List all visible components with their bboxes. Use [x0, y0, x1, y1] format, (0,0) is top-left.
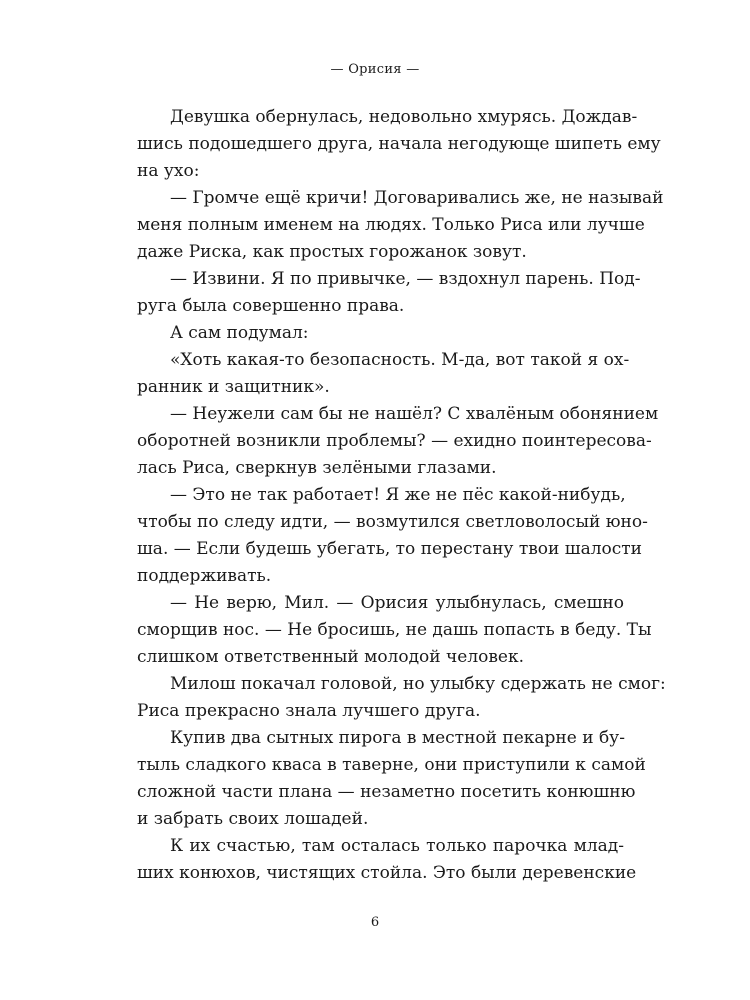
- text-line: лась Риса, сверкнув зелёными глазами.: [137, 458, 497, 478]
- text-line: Риса прекрасно знала лучшего друга.: [137, 701, 481, 721]
- text-line: на ухо:: [137, 161, 200, 181]
- text-line: Милош покачал головой, но улыбку сдержать не смог:: [170, 674, 666, 694]
- text-line: слишком ответственный молодой человек.: [137, 647, 525, 667]
- text-line: — Громче ещё кричи! Договаривались же, не называй: [170, 188, 664, 208]
- page-number: 6: [370, 915, 380, 930]
- text-line: и забрать своих лошадей.: [137, 809, 369, 829]
- text-line: сложной части плана — незаметно посетить конюшню: [137, 782, 636, 802]
- text-line: «Хоть какая-то безопасность. М-да, вот такой я ох-: [170, 350, 630, 370]
- text-line: Девушка обернулась, недовольно хмурясь. Дождав-: [170, 107, 638, 127]
- running-title: — Орисия —: [330, 62, 420, 77]
- text-line: поддерживать.: [137, 566, 272, 586]
- text-line: чтобы по следу идти, — возмутился светловолосый юно-: [137, 512, 648, 532]
- text-line: меня полным именем на людях. Только Риса или лучше: [137, 215, 645, 235]
- text-line: оборотней возникли проблемы? — ехидно поинтересова-: [137, 431, 652, 451]
- text-line: ранник и защитник».: [137, 377, 330, 397]
- text-line: — Не верю, Мил. — Орисия улыбнулась, смешно: [170, 593, 624, 613]
- text-line: ших конюхов, чистящих стойла. Это были деревенские: [137, 863, 637, 883]
- text-line: тыль сладкого кваса в таверне, они приступили к самой: [137, 755, 646, 775]
- text-line: ша. — Если будешь убегать, то перестану твои шалости: [137, 539, 643, 559]
- text-line: А сам подумал:: [170, 323, 309, 343]
- text-line: шись подошедшего друга, начала негодующе шипеть ему: [137, 134, 661, 154]
- text-line: К их счастью, там осталась только парочка млад-: [170, 836, 624, 856]
- text-line: — Извини. Я по привычке, — вздохнул парень. Под-: [170, 269, 641, 289]
- text-line: — Это не так работает! Я же не пёс какой-нибудь,: [170, 485, 626, 505]
- text-line: руга была совершенно права.: [137, 296, 405, 316]
- text-line: сморщив нос. — Не бросишь, не дашь попасть в беду. Ты: [137, 620, 652, 640]
- text-line: даже Риска, как простых горожанок зовут.: [137, 242, 527, 262]
- text-line: — Неужели сам бы не нашёл? С хвалёным обонянием: [170, 404, 659, 424]
- body-text: [137, 104, 666, 887]
- text-line: Купив два сытных пирога в местной пекарне и бу-: [170, 728, 625, 748]
